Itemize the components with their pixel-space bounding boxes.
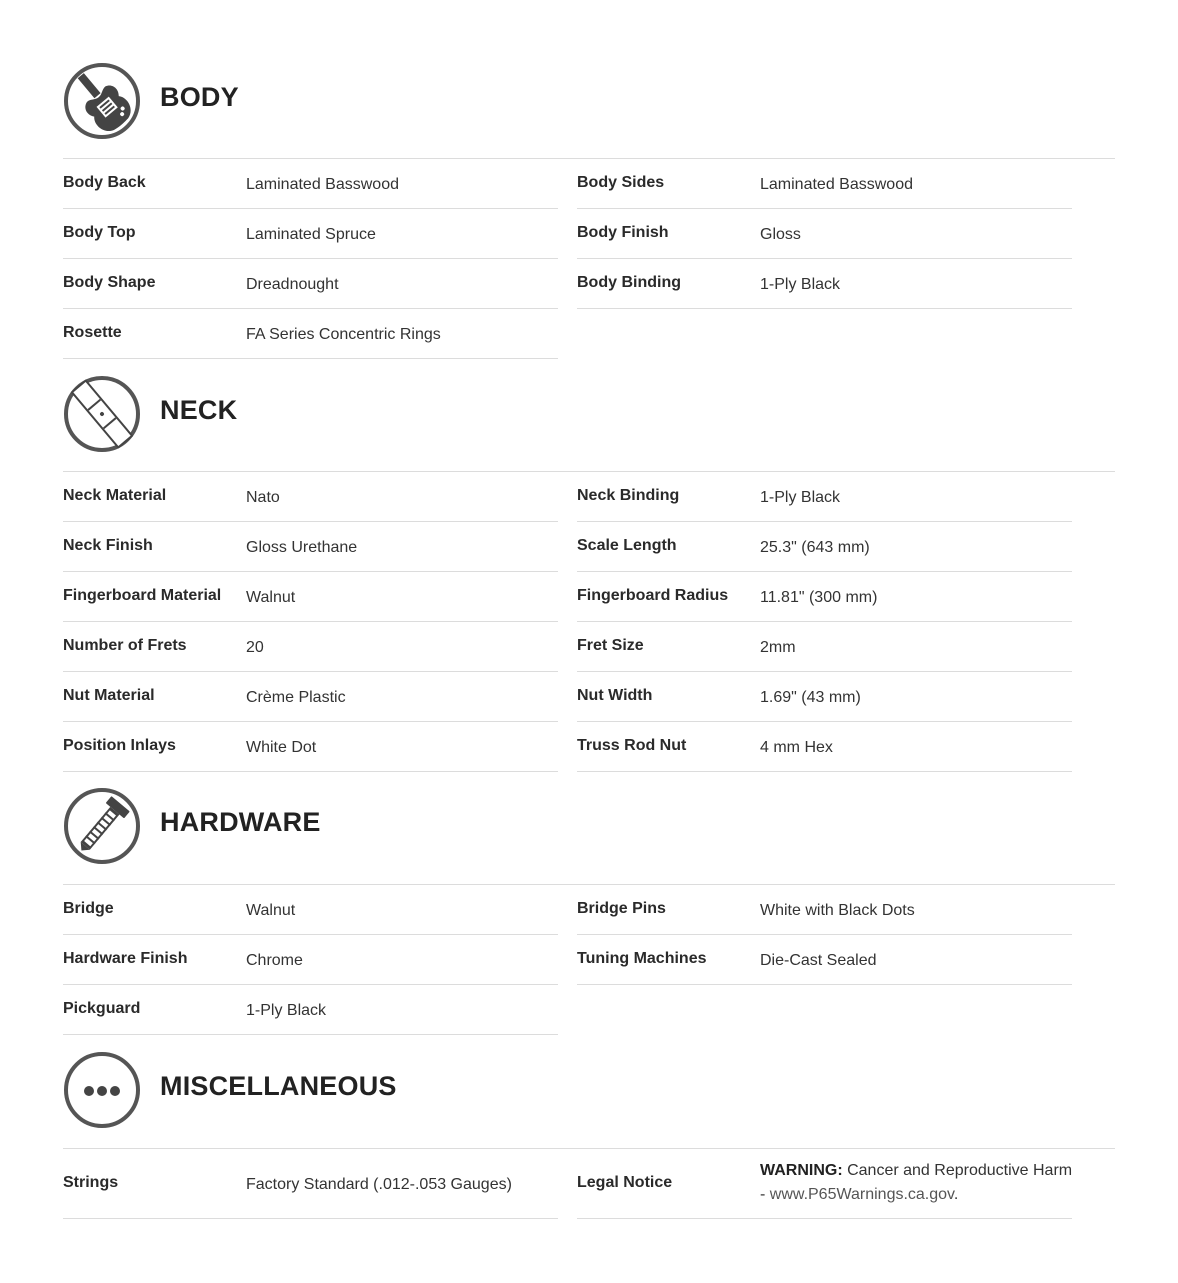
- spec-label: Body Sides: [577, 174, 665, 191]
- spec-row: [63, 1149, 558, 1219]
- spec-value: Die-Cast Sealed: [760, 952, 877, 969]
- p65-warnings-link[interactable]: www.P65Warnings.ca.gov: [769, 1186, 954, 1203]
- section-hardware: [63, 787, 1115, 1035]
- spec-row: [63, 885, 558, 935]
- spec-label: Neck Binding: [577, 487, 680, 504]
- section-title: MISCELLANEOUS: [160, 1071, 397, 1101]
- spec-label: Rosette: [63, 324, 122, 341]
- spec-label: Nut Material: [63, 687, 155, 704]
- guitar-body-icon: [63, 62, 141, 140]
- section-neck: [63, 375, 1115, 771]
- spec-row: [577, 885, 1072, 935]
- spec-label: Number of Frets: [63, 637, 187, 654]
- spec-value: White Dot: [246, 739, 317, 756]
- spec-value: Nato: [246, 489, 280, 506]
- spec-row: [63, 259, 558, 309]
- section-miscellaneous: [63, 1051, 1115, 1221]
- spec-value: White with Black Dots: [760, 902, 915, 919]
- spec-label: Body Binding: [577, 274, 681, 291]
- spec-label: Hardware Finish: [63, 950, 188, 967]
- spec-column-right: [577, 159, 1072, 309]
- spec-label: Bridge: [63, 900, 114, 917]
- spec-label: Nut Width: [577, 687, 653, 704]
- spec-row: [577, 259, 1072, 309]
- spec-label: Legal Notice: [577, 1174, 673, 1191]
- spec-label: Pickguard: [63, 1000, 141, 1017]
- spec-column-right: [577, 885, 1072, 985]
- spec-value: 1.69" (43 mm): [760, 689, 861, 706]
- spec-value: Factory Standard (.012-.053 Gauges): [246, 1176, 512, 1193]
- spec-value: Walnut: [246, 589, 296, 606]
- spec-row: [577, 722, 1072, 772]
- spec-row: [63, 622, 558, 672]
- spec-label: Position Inlays: [63, 737, 176, 754]
- spec-value: Laminated Spruce: [246, 226, 376, 243]
- spec-column-left: [63, 885, 558, 1035]
- spec-row: [63, 935, 558, 985]
- spec-row: [577, 572, 1072, 622]
- spec-row: [577, 522, 1072, 572]
- spec-value: Gloss: [760, 226, 801, 243]
- spec-value: 1-Ply Black: [760, 276, 841, 293]
- spec-label: Scale Length: [577, 537, 677, 554]
- spec-value: 25.3" (643 mm): [760, 539, 870, 556]
- warning-label: WARNING:: [760, 1162, 843, 1179]
- spec-label: Fingerboard Radius: [577, 587, 729, 604]
- spec-label: Body Finish: [577, 224, 669, 241]
- spec-row: [63, 309, 558, 359]
- warning-trailing: .: [953, 1186, 959, 1203]
- guitar-neck-icon: [63, 375, 141, 453]
- spec-value: FA Series Concentric Rings: [246, 326, 441, 343]
- spec-label: Body Top: [63, 224, 136, 241]
- spec-label: Fret Size: [577, 637, 644, 654]
- spec-label: Body Shape: [63, 274, 156, 291]
- spec-row: [63, 572, 558, 622]
- section-header: [63, 375, 1115, 453]
- spec-label: Bridge Pins: [577, 900, 666, 917]
- spec-column-left: [63, 159, 558, 359]
- spec-value: 1-Ply Black: [246, 1002, 327, 1019]
- spec-row: [577, 472, 1072, 522]
- spec-value: 11.81" (300 mm): [760, 589, 878, 606]
- spec-label: Tuning Machines: [577, 950, 707, 967]
- spec-row: [577, 1149, 1072, 1219]
- spec-column-right: [577, 472, 1072, 772]
- spec-label: Neck Finish: [63, 537, 153, 554]
- section-header: [63, 1051, 1115, 1129]
- section-body: [63, 62, 1115, 358]
- spec-label: Body Back: [63, 174, 146, 191]
- spec-row: [577, 159, 1072, 209]
- section-header: [63, 62, 1115, 140]
- spec-label: Strings: [63, 1174, 119, 1191]
- section-title: NECK: [160, 395, 238, 425]
- spec-row: [63, 985, 558, 1035]
- spec-value: 2mm: [760, 639, 796, 656]
- warning-text: Cancer and Reproductive Harm -: [760, 1162, 1073, 1203]
- screw-icon: [63, 787, 141, 865]
- section-header: [63, 787, 1115, 865]
- spec-column-right: [577, 1149, 1072, 1219]
- spec-column-left: [63, 1149, 558, 1219]
- spec-row: [577, 935, 1072, 985]
- spec-value: Dreadnought: [246, 276, 339, 293]
- spec-row: [63, 522, 558, 572]
- legal-notice-value: [760, 1159, 1080, 1207]
- spec-value: Laminated Basswood: [246, 176, 399, 193]
- spec-value: Walnut: [246, 902, 296, 919]
- spec-row: [63, 209, 558, 259]
- spec-row: [577, 209, 1072, 259]
- section-title: HARDWARE: [160, 807, 321, 837]
- spec-row: [577, 672, 1072, 722]
- spec-value: Chrome: [246, 952, 303, 969]
- spec-value: Crème Plastic: [246, 689, 346, 706]
- spec-column-left: [63, 472, 558, 772]
- section-title: BODY: [160, 82, 239, 112]
- spec-value: Laminated Basswood: [760, 176, 913, 193]
- spec-row: [63, 159, 558, 209]
- spec-row: [63, 722, 558, 772]
- more-dots-icon: [63, 1051, 141, 1129]
- spec-label: Neck Material: [63, 487, 167, 504]
- spec-label: Truss Rod Nut: [577, 737, 687, 754]
- spec-label: Fingerboard Material: [63, 587, 222, 604]
- spec-value: 4 mm Hex: [760, 739, 833, 756]
- spec-value: 20: [246, 639, 264, 656]
- spec-value: Gloss Urethane: [246, 539, 358, 556]
- spec-row: [577, 622, 1072, 672]
- spec-row: [63, 672, 558, 722]
- spec-value: 1-Ply Black: [760, 489, 841, 506]
- spec-row: [63, 472, 558, 522]
